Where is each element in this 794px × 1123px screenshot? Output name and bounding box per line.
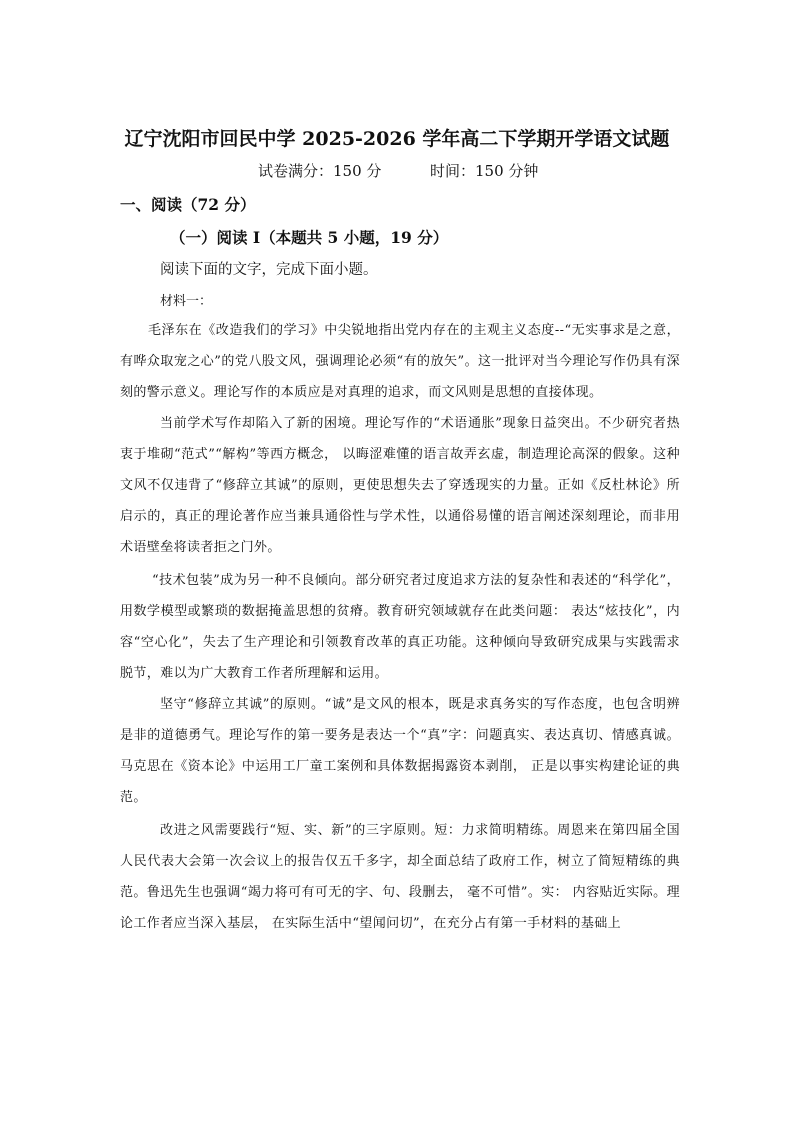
paragraph: 毛泽东在《改造我们的学习》中尖锐地指出党内存在的主观主义态度--“无实事求是之意，有哗众取宠之心”的党八股文风，强调理论必须“有的放矢”。这一批评对当今理论写作仍具有深刻的警示意义。理论写作的本质应是对真理的追求，而文风则是思想的直接体现。 xyxy=(120,323,680,400)
reading-instruction: 阅读下面的文字，完成下面小题。 xyxy=(160,262,378,278)
exam-time-text: 时间：150 分钟 xyxy=(430,162,539,180)
full-score-text: 试卷满分：150 分 xyxy=(258,162,382,180)
subsection-heading: （一）阅读 I（本题共 5 小题，19 分） xyxy=(170,228,449,247)
material-label: 材料一： xyxy=(160,294,213,309)
paragraph: 改进之风需要践行“短、实、新”的三字原则。短：力求简明精练。周恩来在第四届全国人民代表大会第一次会议上的报告仅五千多字，却全面总结了政府工作，树立了简短精练的典范。鲁迅先生也强调“竭力将可有可无的字、句、段删去， 毫不可惜”。实： 内容贴近实际。理论工作者应当深入基层， 在实际生活中“望闻问切”，在充分占有第一手材料的基础上 xyxy=(120,823,680,931)
section-heading: 一、阅读（72 分） xyxy=(120,195,256,214)
page-title: 辽宁沈阳市回民中学 2025-2026 学年高二下学期开学语文试题 xyxy=(124,128,670,150)
paragraph: 坚守“修辞立其诚”的原则。“诚”是文风的根本，既是求真务实的写作态度，也包含明辨是非的道德勇气。理论写作的第一要务是表达一个“真”字：问题真实、表达真切、情感真诚。马克思在《资本论》中运用工厂童工案例和具体数据揭露资本剥削， 正是以事实构建论证的典范。 xyxy=(120,697,680,805)
paragraph: 当前学术写作却陷入了新的困境。理论写作的“术语通胀”现象日益突出。不少研究者热衷于堆砌“范式”“解构”等西方概念， 以晦涩难懂的语言故弄玄虚，制造理论高深的假象。这种文风不仅违背了“修辞立其诚”的原则，更使思想失去了穿透现实的力量。正如《反杜林论》所启示的，真正的理论著作应当兼具通俗性与学术性，以通俗易懂的语言阐述深刻理论，而非用术语壁垒将读者拒之门外。 xyxy=(120,416,680,555)
paragraph: “技术包装”成为另一种不良倾向。部分研究者过度追求方法的复杂性和表述的“科学化”，用数学模型或繁琐的数据掩盖思想的贫瘠。教育研究领域就存在此类问题： 表达“炫技化”，内容“空心化”，失去了生产理论和引领教育改革的真正功能。这种倾向导致研究成果与实践需求脱节，难以为广大教育工作者所理解和运用。 xyxy=(120,573,680,681)
